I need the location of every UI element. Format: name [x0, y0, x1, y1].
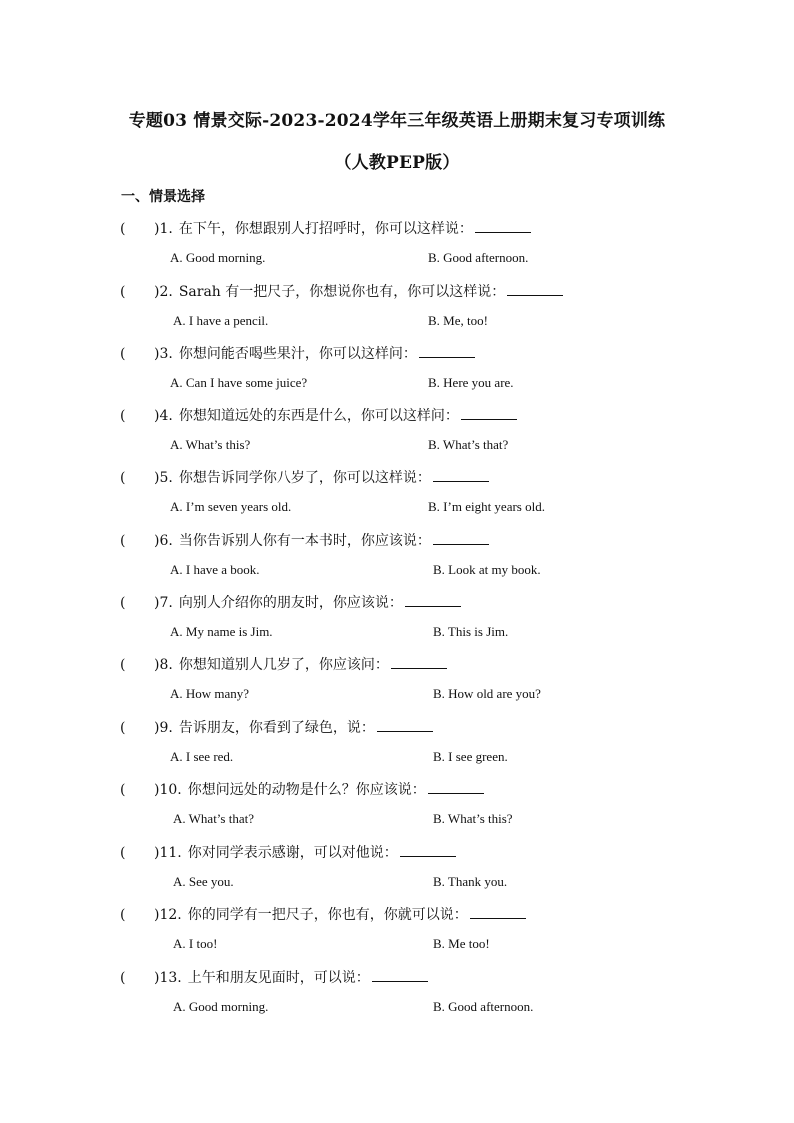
question-text: 向别人介绍你的朋友时，你应该说：	[178, 595, 403, 611]
question-text: 你想知道远处的东西是什么，你可以这样问：	[178, 408, 459, 424]
option-b: B. This is Jim.	[433, 624, 509, 639]
answer-paren[interactable]: (	[120, 533, 126, 549]
question-number: )1.	[154, 221, 173, 237]
answer-blank	[507, 283, 563, 296]
answer-blank	[372, 969, 428, 982]
question-number: )2.	[154, 284, 173, 300]
question-text: 你的同学有一把尺子，你也有，你就可以说：	[187, 907, 468, 923]
option-b: B. Thank you.	[433, 874, 508, 889]
answer-paren[interactable]: (	[120, 720, 126, 736]
option-a: A. Good morning.	[170, 250, 266, 265]
answer-blank	[400, 844, 456, 857]
question-row	[120, 530, 489, 550]
option-b: B. Me too!	[433, 936, 490, 951]
answer-blank	[433, 469, 489, 482]
answer-blank	[461, 407, 517, 420]
option-a: A. I see red.	[170, 749, 234, 764]
option-b: B. Good afternoon.	[428, 250, 529, 265]
answer-blank	[377, 719, 433, 732]
option-b: B. What’s that?	[428, 437, 509, 452]
option-a: A. What’s that?	[173, 811, 254, 826]
question-number: )11.	[154, 845, 182, 861]
option-b: B. I see green.	[433, 749, 508, 764]
option-b: B. What’s this?	[433, 811, 513, 826]
option-a: A. What’s this?	[170, 437, 251, 452]
question-row	[120, 281, 563, 301]
question-text: 上午和朋友见面时，可以说：	[187, 970, 370, 986]
question-text: Sarah 有一把尺子，你想说你也有，你可以这样说：	[178, 284, 506, 300]
question-number: )6.	[154, 533, 173, 549]
answer-paren[interactable]: (	[120, 221, 126, 237]
option-a: A. Can I have some juice?	[170, 375, 308, 390]
answer-paren[interactable]: (	[120, 657, 126, 673]
option-a: A. I have a book.	[170, 562, 260, 577]
answer-paren[interactable]: (	[120, 970, 126, 986]
question-row	[120, 904, 526, 924]
answer-blank	[419, 345, 475, 358]
question-number: )4.	[154, 408, 173, 424]
option-b: B. Good afternoon.	[433, 999, 534, 1014]
option-b: B. I’m eight years old.	[428, 499, 545, 514]
answer-paren[interactable]: (	[120, 284, 126, 300]
option-a: A. I’m seven years old.	[170, 499, 292, 514]
option-b: B. Me, too!	[428, 313, 488, 328]
question-row	[120, 717, 433, 737]
document-title: 专题03 情景交际-2023-2024学年三年级英语上册期末复习专项训练	[128, 111, 666, 131]
question-row	[120, 405, 517, 425]
answer-blank	[405, 594, 461, 607]
question-number: )8.	[154, 657, 173, 673]
answer-blank	[428, 781, 484, 794]
answer-paren[interactable]: (	[120, 782, 126, 798]
answer-paren[interactable]: (	[120, 470, 126, 486]
option-b: B. Look at my book.	[433, 562, 541, 577]
question-row	[120, 779, 484, 799]
answer-paren[interactable]: (	[120, 595, 126, 611]
question-text: 你对同学表示感谢，可以对他说：	[187, 845, 398, 861]
section-heading: 一、情景选择	[121, 189, 205, 205]
option-a: A. My name is Jim.	[170, 624, 273, 639]
question-text: 你想问远处的动物是什么？你应该说：	[187, 782, 426, 798]
option-b: B. How old are you?	[433, 686, 541, 701]
question-row	[120, 654, 447, 674]
answer-paren[interactable]: (	[120, 408, 126, 424]
question-number: )5.	[154, 470, 173, 486]
option-a: A. I have a pencil.	[173, 313, 269, 328]
option-a: A. See you.	[173, 874, 234, 889]
option-a: A. Good morning.	[173, 999, 269, 1014]
question-row	[120, 842, 456, 862]
question-row	[120, 218, 531, 238]
question-text: 当你告诉别人你有一本书时，你应该说：	[178, 533, 431, 549]
answer-blank	[391, 656, 447, 669]
question-row	[120, 967, 428, 987]
question-number: )9.	[154, 720, 173, 736]
question-text: 告诉朋友，你看到了绿色，说：	[178, 720, 375, 736]
question-number: )3.	[154, 346, 173, 362]
question-row	[120, 467, 489, 487]
question-text: 你想告诉同学你八岁了，你可以这样说：	[178, 470, 431, 486]
document-subtitle: （人教PEP版）	[334, 153, 460, 173]
question-text: 在下午，你想跟别人打招呼时，你可以这样说：	[178, 221, 473, 237]
option-b: B. Here you are.	[428, 375, 514, 390]
answer-blank	[433, 532, 489, 545]
question-number: )12.	[154, 907, 182, 923]
question-text: 你想知道别人几岁了，你应该问：	[178, 657, 389, 673]
question-number: )13.	[154, 970, 182, 986]
option-a: A. How many?	[170, 686, 250, 701]
answer-paren[interactable]: (	[120, 346, 126, 362]
question-row	[120, 592, 461, 612]
option-a: A. I too!	[173, 936, 218, 951]
question-text: 你想问能否喝些果汁，你可以这样问：	[178, 346, 417, 362]
answer-paren[interactable]: (	[120, 845, 126, 861]
question-number: )7.	[154, 595, 173, 611]
answer-blank	[470, 906, 526, 919]
question-number: )10.	[154, 782, 182, 798]
question-row	[120, 343, 475, 363]
answer-blank	[475, 220, 531, 233]
answer-paren[interactable]: (	[120, 907, 126, 923]
